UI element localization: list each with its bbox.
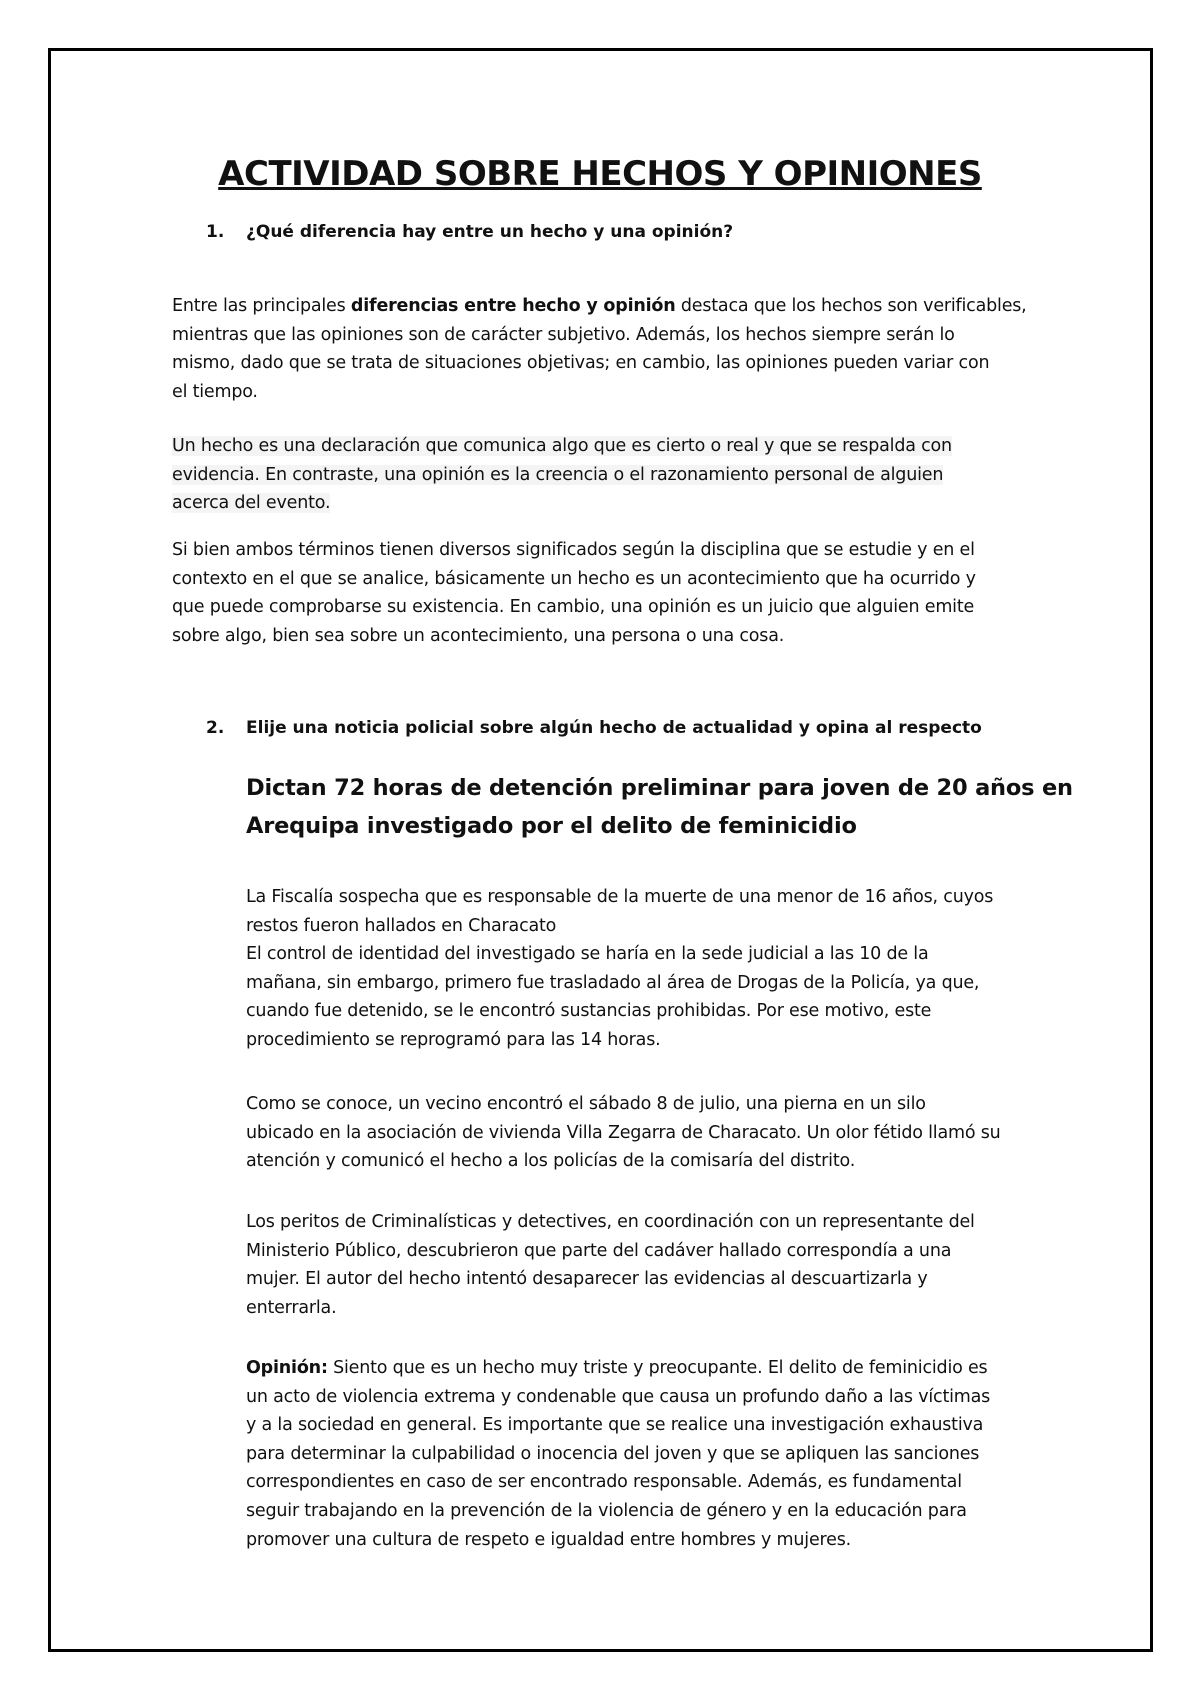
opinion-line-6: seguir trabajando en la prevención de la violencia de género y en la educación para <box>246 1500 967 1521</box>
news-paragraph-2 <box>246 1090 1001 1176</box>
paragraph-1-line-2: mientras que las opiniones son de carácter subjetivo. Además, los hechos siempre serán lo <box>172 324 955 345</box>
paragraph-2 <box>172 432 952 518</box>
news-headline-line-1: Dictan 72 horas de detención preliminar para joven de 20 años en <box>246 775 1073 801</box>
opinion-line-3: y a la sociedad en general. Es importante que se realice una investigación exhaustiva <box>246 1415 984 1436</box>
bold-run: diferencias entre hecho y opinión <box>350 296 676 316</box>
news-paragraph-2-line-2: ubicado en la asociación de vivienda Villa Zegarra de Characato. Un olor fétido llamó su <box>246 1122 1001 1143</box>
text-run: Entre las principales <box>172 296 351 316</box>
news-paragraph-3-line-3: mujer. El autor del hecho intentó desaparecer las evidencias al descuartizarla y <box>246 1269 928 1290</box>
news-headline-line-2: Arequipa investigado por el delito de feminicidio <box>246 813 857 839</box>
news-paragraph-1-line-3: El control de identidad del investigado se haría en la sede judicial a las 10 de la <box>246 944 929 965</box>
paragraph-3-line-4: sobre algo, bien sea sobre un acontecimiento, una persona o una cosa. <box>172 625 785 646</box>
opinion-label: Opinión: <box>246 1358 328 1378</box>
paragraph-3-line-1: Si bien ambos términos tienen diversos significados según la disciplina que se estudie y en el <box>172 540 975 560</box>
news-headline <box>246 769 1073 845</box>
question-2-number: 2. <box>206 718 225 738</box>
text-run: Siento que es un hecho muy triste y preocupante. El delito de feminicidio es <box>327 1358 988 1378</box>
news-paragraph-3 <box>246 1208 975 1322</box>
paragraph-1-line-1 <box>172 292 1027 321</box>
opinion-paragraph <box>246 1354 990 1554</box>
paragraph-2-line-1: Un hecho es una declaración que comunica algo que es cierto o real y que se respalda con <box>172 436 952 456</box>
opinion-line-4: para determinar la culpabilidad o inocencia del joven y que se apliquen las sanciones <box>246 1443 980 1464</box>
question-1-number: 1. <box>206 222 225 242</box>
paragraph-3-line-3: que puede comprobarse su existencia. En cambio, una opinión es un juicio que alguien emite <box>172 597 975 618</box>
news-paragraph-1-line-1: La Fiscalía sospecha que es responsable de la muerte de una menor de 16 años, cuyos <box>246 887 994 907</box>
news-paragraph-3-line-2: Ministerio Público, descubrieron que parte del cadáver hallado correspondía a una <box>246 1240 952 1261</box>
news-paragraph-1-line-6: procedimiento se reprogramó para las 14 horas. <box>246 1029 661 1050</box>
page-title: ACTIVIDAD SOBRE HECHOS Y OPINIONES <box>218 154 982 194</box>
news-paragraph-3-line-4: enterrarla. <box>246 1297 337 1318</box>
news-paragraph-1 <box>246 883 993 1055</box>
paragraph-3-line-2: contexto en el que se analice, básicamente un hecho es un acontecimiento que ha ocurrido y <box>172 568 976 589</box>
opinion-line-5: correspondientes en caso de ser encontrado responsable. Además, es fundamental <box>246 1472 962 1493</box>
paragraph-1 <box>172 292 1027 406</box>
question-1-text: ¿Qué diferencia hay entre un hecho y una opinión? <box>246 222 734 242</box>
paragraph-1-line-4: el tiempo. <box>172 381 258 402</box>
news-paragraph-1-line-5: cuando fue detenido, se le encontró sustancias prohibidas. Por ese motivo, este <box>246 1001 932 1022</box>
question-2-text: Elije una noticia policial sobre algún hecho de actualidad y opina al respecto <box>246 718 982 738</box>
news-paragraph-1-line-4: mañana, sin embargo, primero fue trasladado al área de Drogas de la Policía, ya que, <box>246 972 980 993</box>
news-paragraph-3-line-1: Los peritos de Criminalísticas y detectives, en coordinación con un representante del <box>246 1212 975 1232</box>
opinion-line-7: promover una cultura de respeto e igualdad entre hombres y mujeres. <box>246 1529 851 1550</box>
news-paragraph-2-line-1: Como se conoce, un vecino encontró el sábado 8 de julio, una pierna en un silo <box>246 1094 926 1114</box>
paragraph-2-line-3: acerca del evento. <box>172 493 331 514</box>
news-paragraph-1-line-2: restos fueron hallados en Characato <box>246 915 557 936</box>
paragraph-2-line-2: evidencia. En contraste, una opinión es la creencia o el razonamiento personal de alguien <box>172 464 944 485</box>
paragraph-1-line-3: mismo, dado que se trata de situaciones objetivas; en cambio, las opiniones pueden variar con <box>172 353 990 374</box>
paragraph-3 <box>172 536 976 650</box>
opinion-line-1 <box>246 1354 990 1383</box>
news-paragraph-2-line-3: atención y comunicó el hecho a los policías de la comisaría del distrito. <box>246 1151 856 1172</box>
opinion-line-2: un acto de violencia extrema y condenable que causa un profundo daño a las víctimas <box>246 1386 991 1407</box>
text-run: destaca que los hechos son verificables, <box>675 296 1027 316</box>
